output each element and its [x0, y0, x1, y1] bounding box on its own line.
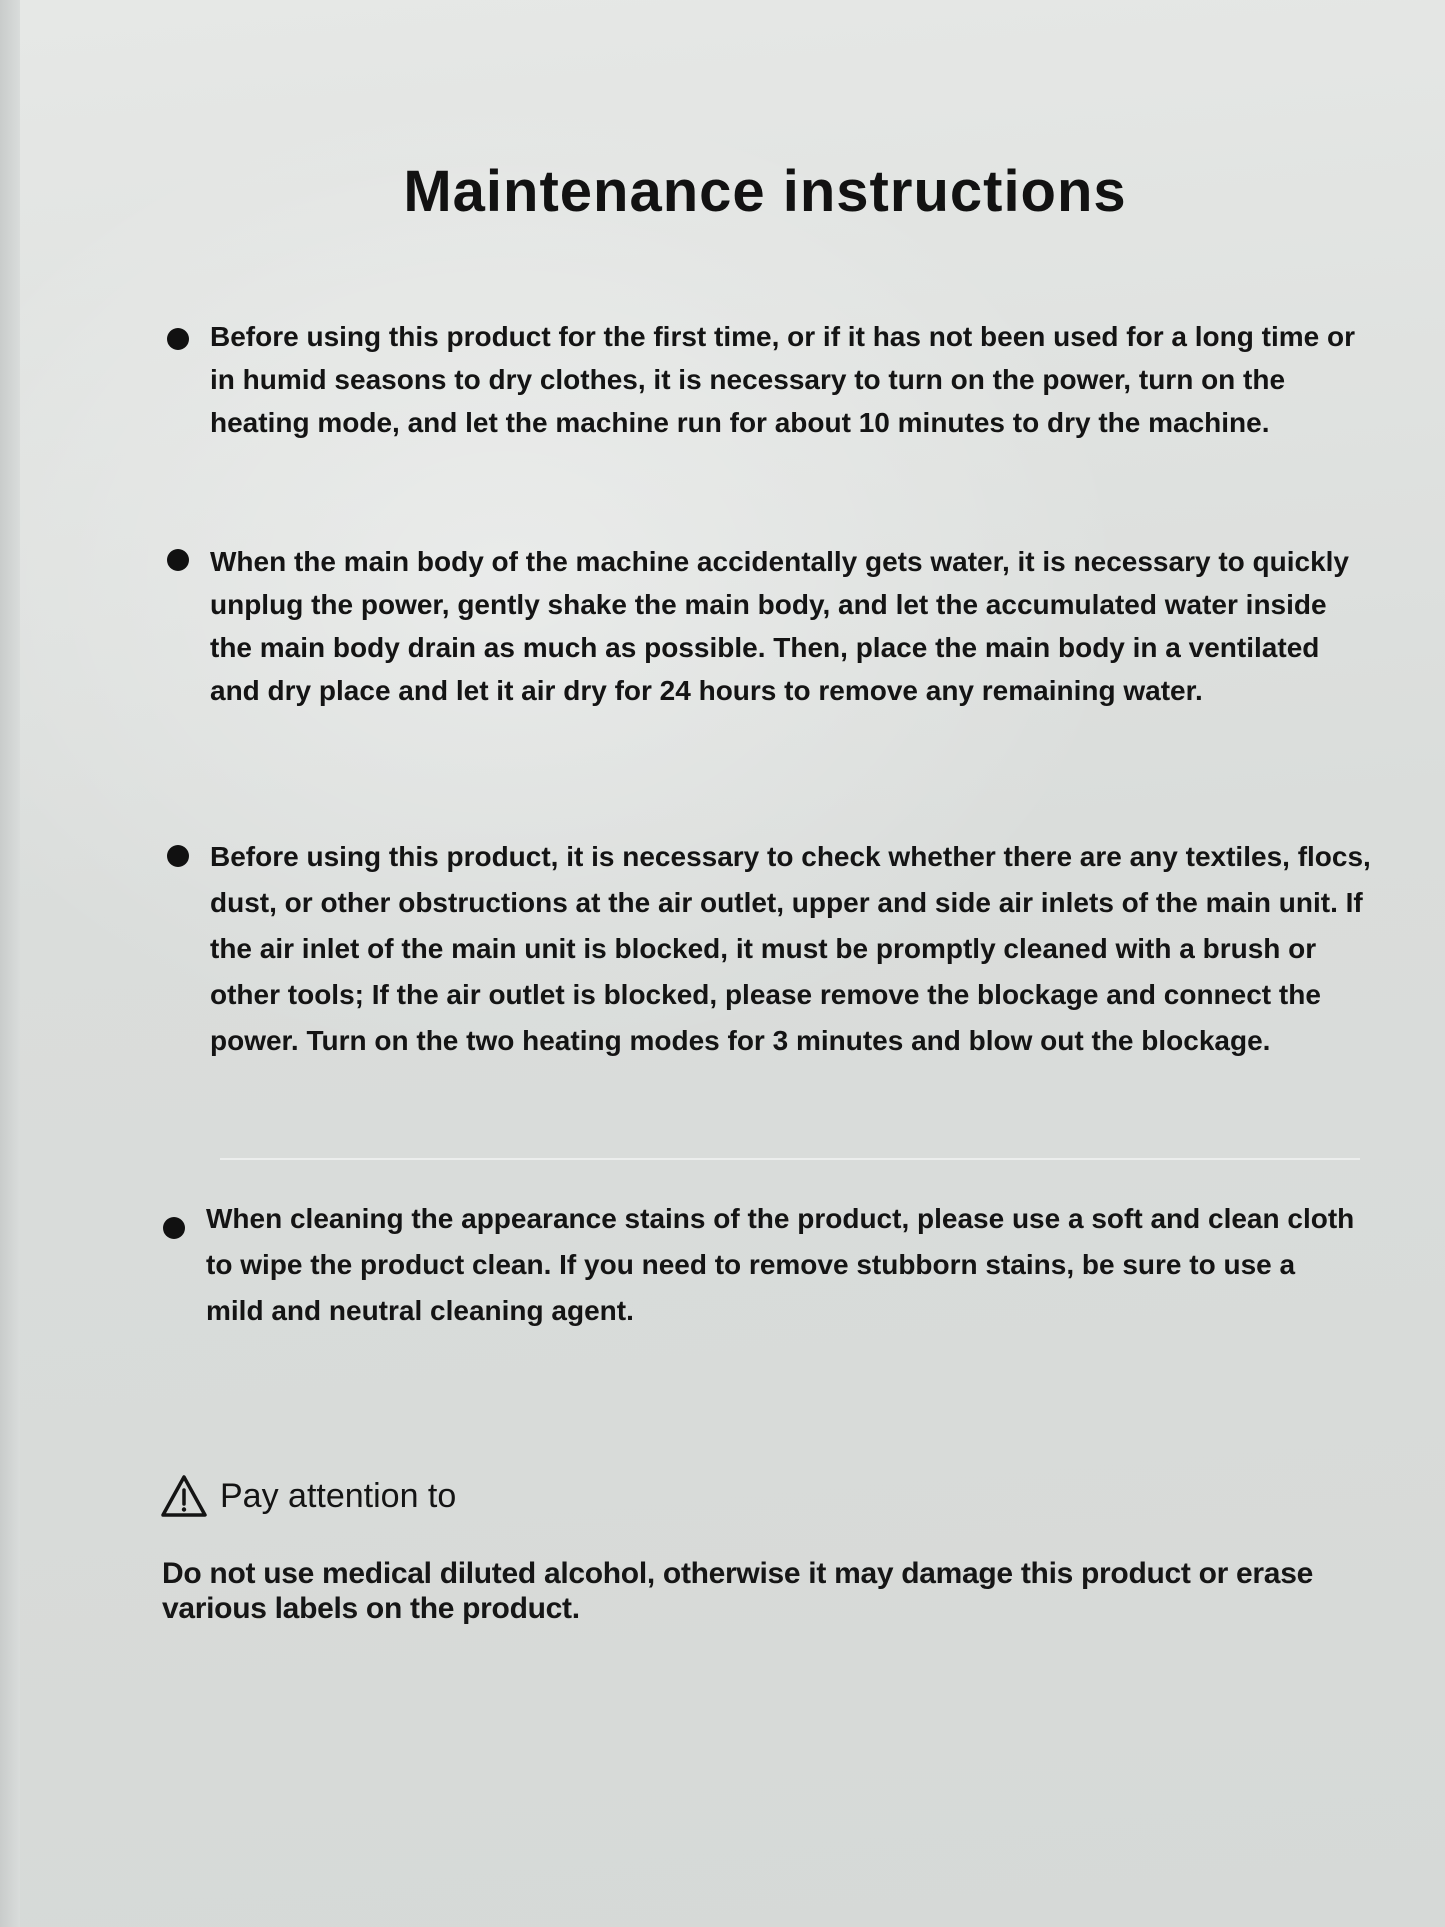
instruction-item: When the main body of the machine accidentally gets water, it is necessary to quickly unplug the power, gently shake the main body, and let the accumulated water inside the main body drain as much as possible. Then, place the main body in a ventilated and dry place and let it air dry for 24 hours to remove any remaining water. — [210, 546, 1350, 706]
bullet-icon — [167, 845, 189, 867]
warning-triangle-icon — [160, 1474, 208, 1518]
page-title: Maintenance instructions — [403, 159, 1127, 224]
bullet-icon — [167, 328, 189, 350]
paper-fold — [220, 1158, 1360, 1160]
instruction-item: When cleaning the appearance stains of the product, please use a soft and clean cloth to wipe the product clean. If you need to remove stubborn stains, be sure to use a mild and neutral cleaning agent. — [206, 1203, 1355, 1326]
paper-edge — [0, 0, 20, 1927]
attention-heading — [160, 1474, 456, 1518]
attention-label: Pay attention to — [220, 1476, 457, 1515]
attention-text: Do not use medical diluted alcohol, otherwise it may damage this product or erase various labels on the product. — [162, 1557, 1313, 1625]
instruction-item: Before using this product for the first time, or if it has not been used for a long time or in humid seasons to dry clothes, it is necessary to turn on the power, turn on the heating mode, and let the machine run for about 10 minutes to dry the machine. — [210, 321, 1355, 438]
bullet-icon — [167, 549, 189, 571]
instruction-item: Before using this product, it is necessary to check whether there are any textiles, flocs, dust, or other obstructions at the air outlet, upper and side air inlets of the main unit. If the air inlet of the main unit is blocked, it must be promptly cleaned with a brush or other tools; If the air outlet is blocked, please remove the blockage and connect the power. Turn on the two heating modes for 3 minutes and blow out the blockage. — [210, 841, 1371, 1056]
bullet-icon — [163, 1217, 185, 1239]
